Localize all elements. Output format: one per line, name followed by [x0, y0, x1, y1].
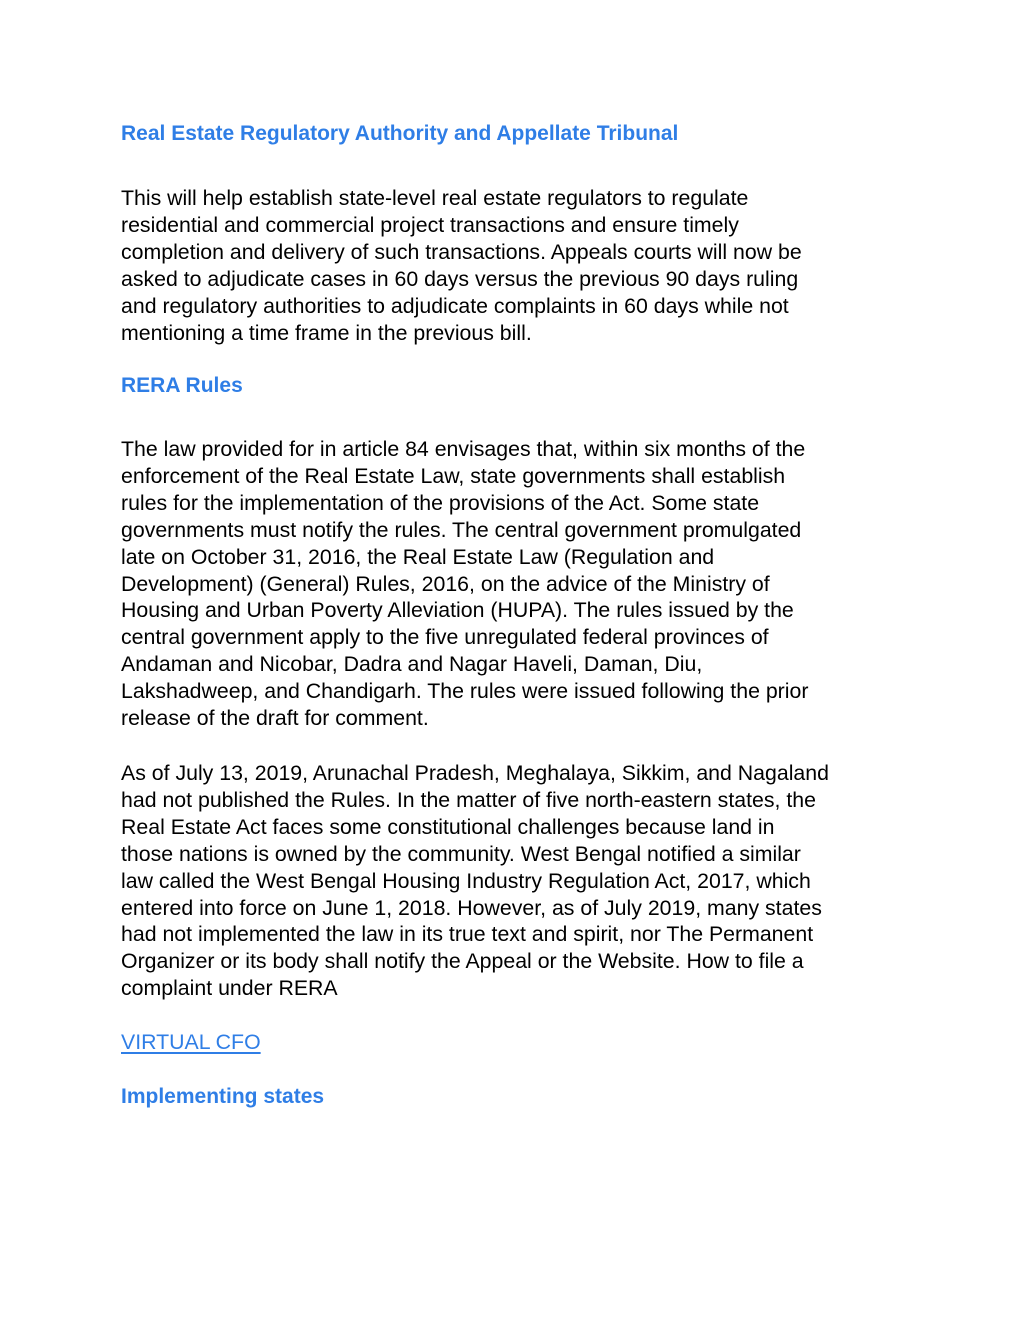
paragraph-line: This will help establish state-level real estate regulators to regulate [121, 186, 749, 210]
virtual-cfo-link[interactable]: VIRTUAL CFO [121, 1030, 261, 1054]
paragraph-line: release of the draft for comment. [121, 706, 429, 731]
paragraph-line: complaint under RERA [121, 976, 338, 1001]
paragraph-line: Lakshadweep, and Chandigarh. The rules were issued following the prior [121, 679, 809, 704]
paragraph-line: governments must notify the rules. The central government promulgated [121, 517, 802, 542]
paragraph-line: enforcement of the Real Estate Law, state governments shall establish [121, 463, 786, 488]
paragraph-line: law called the West Bengal Housing Industry Regulation Act, 2017, which [121, 868, 811, 893]
paragraph-line: and regulatory authorities to adjudicate complaints in 60 days while not [121, 293, 789, 318]
paragraph-line: Real Estate Act faces some constitutional challenges because land in [121, 814, 775, 839]
paragraph-line: Housing and Urban Poverty Alleviation (HUPA). The rules issued by the [121, 598, 794, 623]
paragraph-line: As of July 13, 2019, Arunachal Pradesh, Meghalaya, Sikkim, and Nagaland [121, 761, 829, 785]
heading-implementing-states: Implementing states [121, 1085, 325, 1108]
paragraph-line: mentioning a time frame in the previous bill. [121, 320, 532, 345]
paragraph-line: asked to adjudicate cases in 60 days versus the previous 90 days ruling [121, 266, 799, 291]
paragraph-line: central government apply to the five unregulated federal provinces of [121, 625, 769, 650]
paragraph-line: rules for the implementation of the provisions of the Act. Some state [121, 490, 760, 515]
paragraph-rera-rules [121, 436, 911, 732]
paragraph-line: had not published the Rules. In the matter of five north-eastern states, the [121, 787, 816, 812]
paragraph-line: Development) (General) Rules, 2016, on the advice of the Ministry of [121, 571, 770, 596]
paragraph-authority-description [121, 185, 911, 346]
paragraph-line: late on October 31, 2016, the Real Estate Law (Regulation and [121, 544, 715, 569]
paragraph-line: entered into force on June 1, 2018. However, as of July 2019, many states [121, 895, 822, 920]
paragraph-line: The law provided for in article 84 envisages that, within six months of the [121, 437, 806, 461]
paragraph-line: completion and delivery of such transactions. Appeals courts will now be [121, 239, 802, 264]
paragraph-implementation-status [121, 760, 911, 1002]
heading-real-estate-authority: Real Estate Regulatory Authority and Appellate Tribunal [121, 122, 679, 145]
paragraph-line: Andaman and Nicobar, Dadra and Nagar Haveli, Daman, Diu, [121, 652, 703, 677]
paragraph-line: residential and commercial project transactions and ensure timely [121, 212, 739, 237]
paragraph-line: had not implemented the law in its true text and spirit, nor The Permanent [121, 922, 814, 947]
heading-rera-rules: RERA Rules [121, 374, 243, 397]
paragraph-line: those nations is owned by the community. West Bengal notified a similar [121, 841, 801, 866]
paragraph-line: Organizer or its body shall notify the Appeal or the Website. How to file a [121, 949, 804, 974]
